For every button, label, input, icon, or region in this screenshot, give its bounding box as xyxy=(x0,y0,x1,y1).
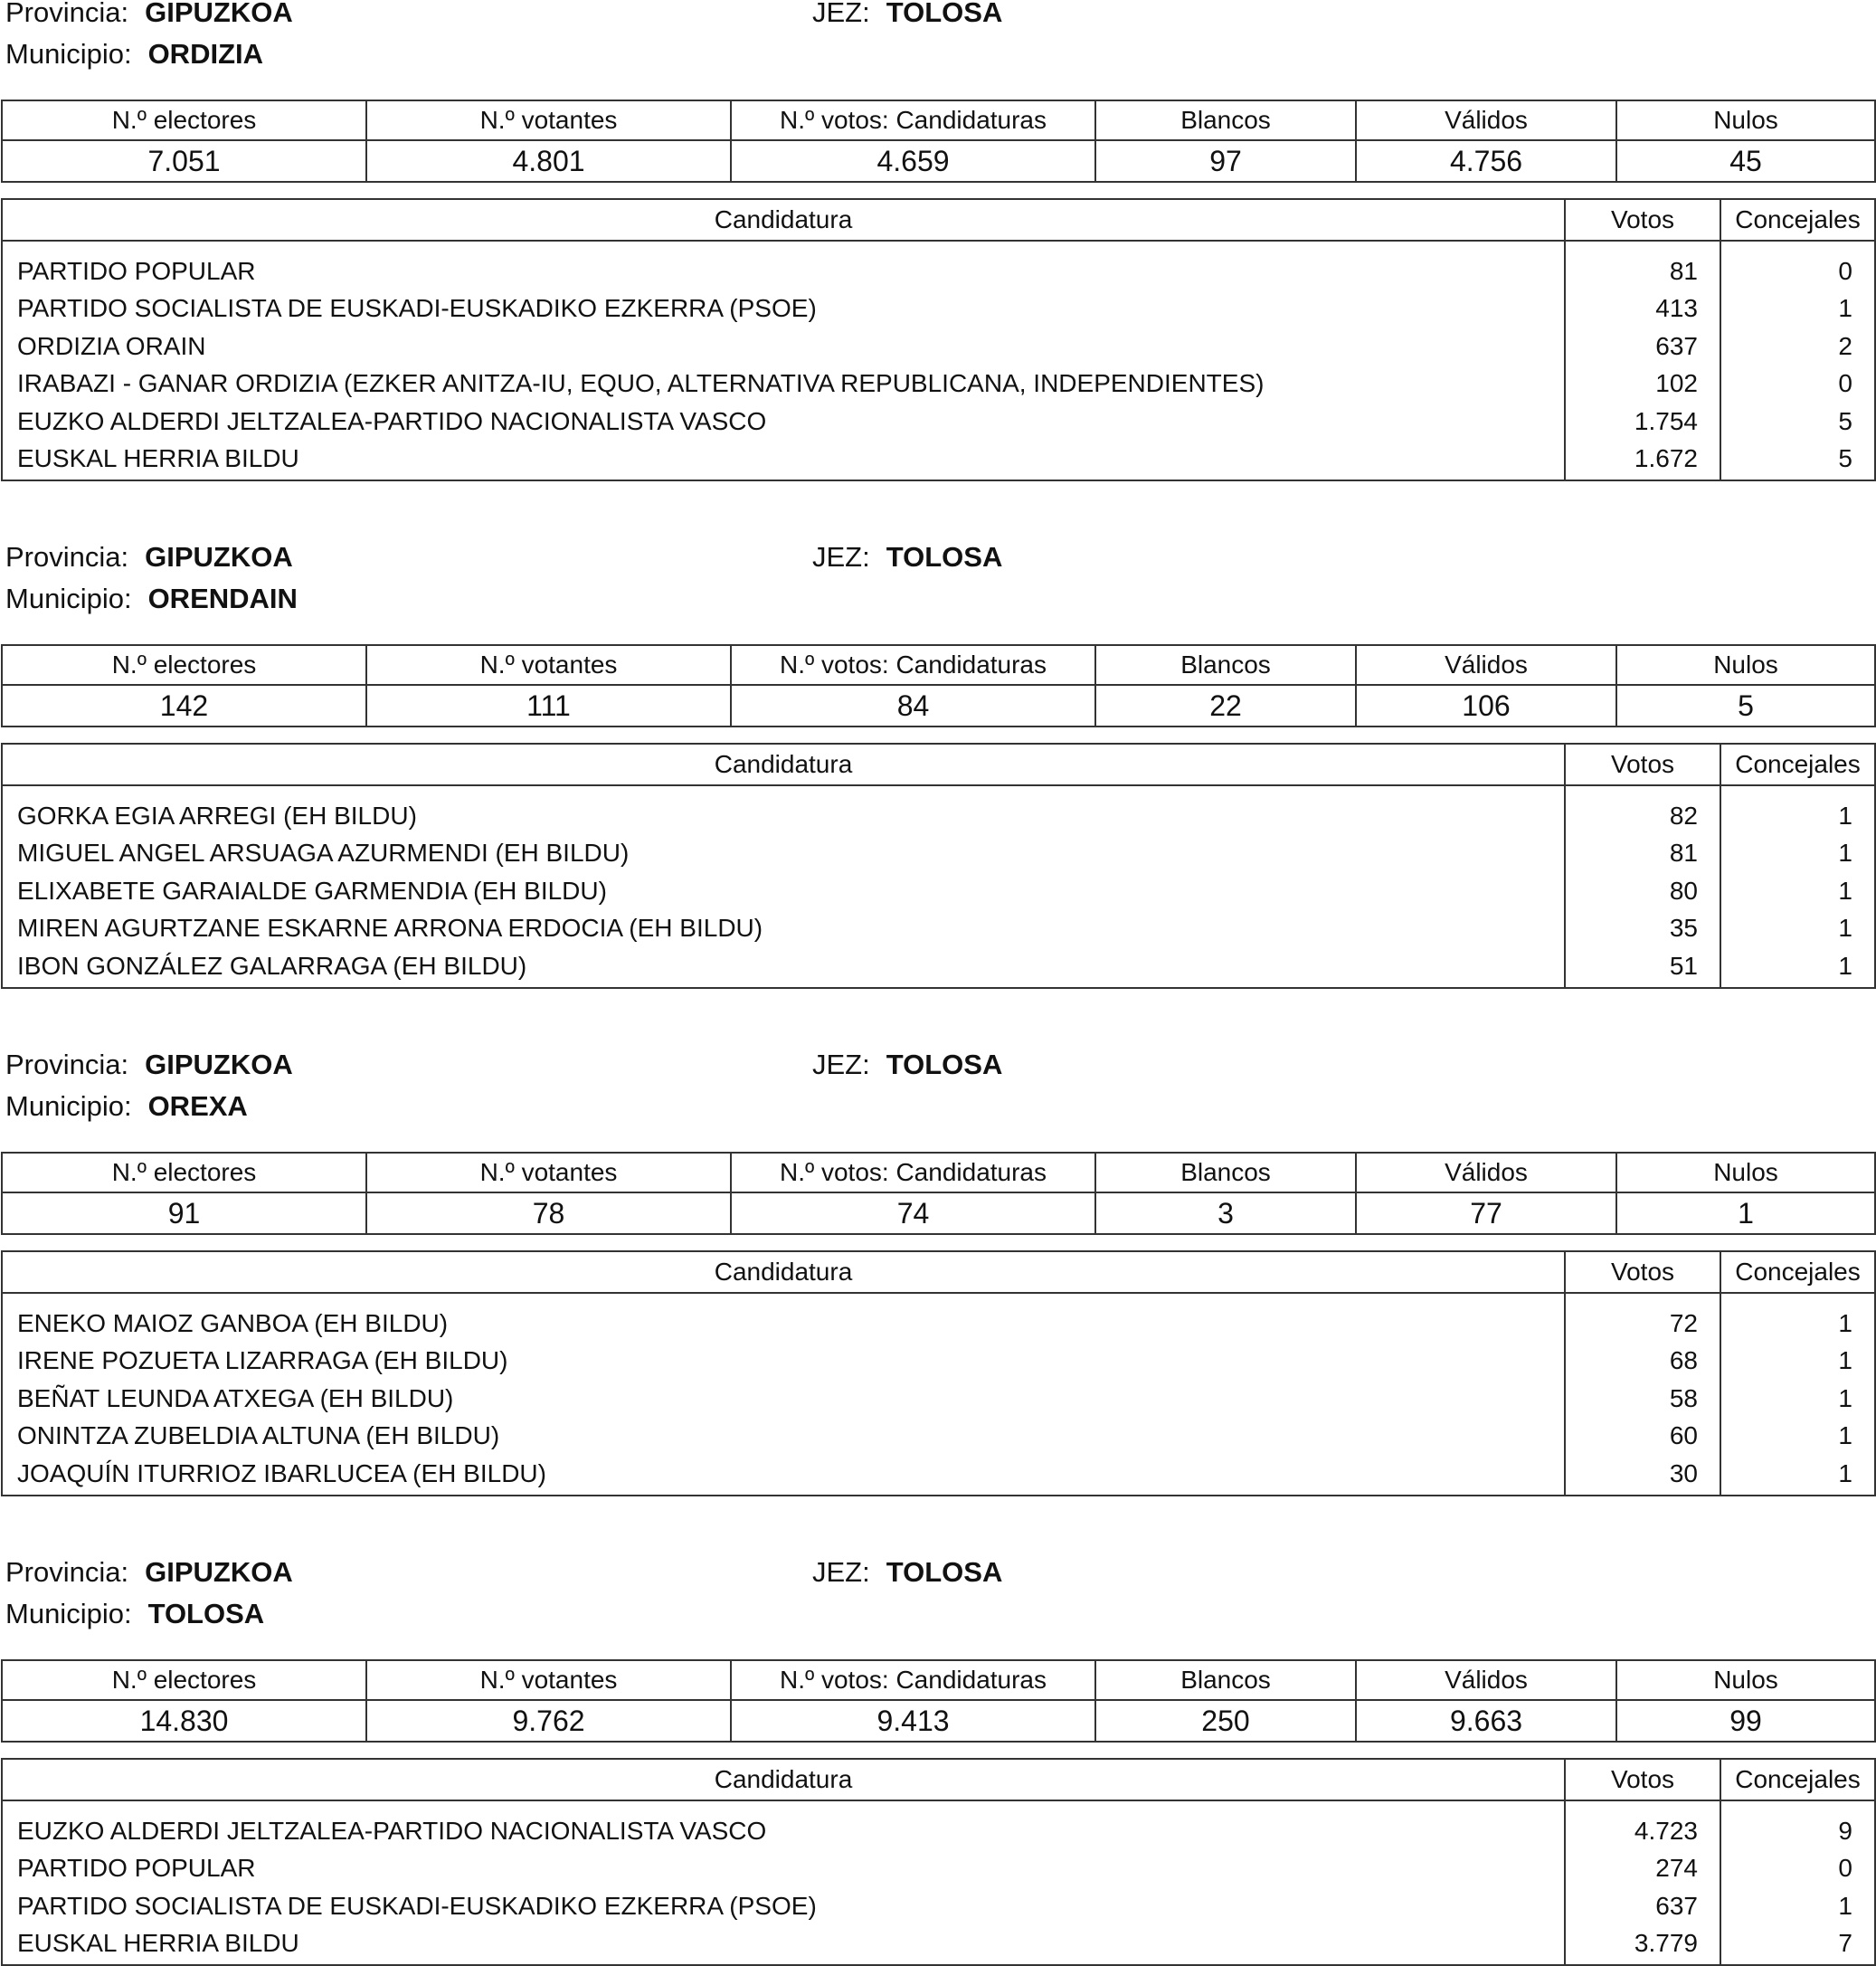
concejales-value: 1 xyxy=(1838,1383,1852,1412)
candidatura-name: IRENE POZUETA LIZARRAGA (EH BILDU) xyxy=(2,1343,1565,1381)
table-row xyxy=(2,947,1875,988)
votos-value: 274 xyxy=(1565,1850,1720,1888)
stats-header-cell: N.º electores xyxy=(2,1153,366,1192)
table-row xyxy=(2,1800,1875,1850)
stats-table xyxy=(1,1152,1876,1235)
votos-value: 58 xyxy=(1565,1380,1720,1418)
stats-header-cell: N.º electores xyxy=(2,1660,366,1700)
candidatura-table xyxy=(1,198,1876,481)
provincia-label: Provincia: xyxy=(5,1556,129,1588)
municipio-line xyxy=(5,584,298,613)
concejales-value: 5 xyxy=(1838,406,1852,435)
stats-value-row xyxy=(2,685,1875,727)
jez-line xyxy=(812,543,1002,571)
concejales-value: 0 xyxy=(1838,256,1852,285)
candidatura-header-row xyxy=(2,199,1875,241)
stats-value-cell: 4.756 xyxy=(1356,140,1616,182)
votos-value: 35 xyxy=(1565,910,1720,948)
votos-value: 30 xyxy=(1565,1455,1720,1496)
concejales-header: Concejales xyxy=(1720,1251,1875,1293)
stats-header-cell: N.º votos: Candidaturas xyxy=(731,645,1095,685)
candidatura-name: PARTIDO SOCIALISTA DE EUSKADI-EUSKADIKO EZKERRA (PSOE) xyxy=(2,1887,1565,1925)
table-row xyxy=(2,872,1875,910)
concejales-value: 1 xyxy=(1838,1421,1852,1450)
candidatura-name: JOAQUÍN ITURRIOZ IBARLUCEA (EH BILDU) xyxy=(2,1455,1565,1496)
stats-header-row xyxy=(2,100,1875,140)
votos-value: 1.672 xyxy=(1565,441,1720,481)
stats-header-cell: Nulos xyxy=(1616,1660,1875,1700)
stats-header-cell: N.º votantes xyxy=(366,100,731,140)
concejales-value: 0 xyxy=(1838,369,1852,398)
concejales-value: 1 xyxy=(1838,294,1852,323)
candidatura-name: IRABAZI - GANAR ORDIZIA (EZKER ANITZA-IU, EQUO, ALTERNATIVA REPUBLICANA, INDEPENDIENTES) xyxy=(2,366,1565,404)
table-row xyxy=(2,910,1875,948)
votos-value: 413 xyxy=(1565,290,1720,328)
concejales-value: 1 xyxy=(1838,951,1852,980)
municipio-label: Municipio: xyxy=(5,38,132,70)
votos-value: 1.754 xyxy=(1565,403,1720,441)
votos-value: 102 xyxy=(1565,366,1720,404)
candidatura-name: MIGUEL ANGEL ARSUAGA AZURMENDI (EH BILDU) xyxy=(2,835,1565,873)
candidatura-name: IBON GONZÁLEZ GALARRAGA (EH BILDU) xyxy=(2,947,1565,988)
concejales-value: 1 xyxy=(1838,1346,1852,1375)
stats-value-cell: 5 xyxy=(1616,685,1875,727)
stats-header-cell: N.º electores xyxy=(2,645,366,685)
stats-header-cell: Blancos xyxy=(1095,645,1356,685)
concejales-value: 1 xyxy=(1838,1308,1852,1337)
candidatura-name: EUSKAL HERRIA BILDU xyxy=(2,441,1565,481)
stats-header-cell: N.º votantes xyxy=(366,645,731,685)
stats-value-cell: 99 xyxy=(1616,1700,1875,1742)
candidatura-header: Candidatura xyxy=(2,1759,1565,1800)
stats-header-cell: N.º electores xyxy=(2,100,366,140)
candidatura-header-row xyxy=(2,744,1875,785)
stats-value-cell: 4.659 xyxy=(731,140,1095,182)
concejales-value: 1 xyxy=(1838,1458,1852,1487)
stats-header-cell: N.º votantes xyxy=(366,1660,731,1700)
stats-table xyxy=(1,1659,1876,1743)
table-row xyxy=(2,1380,1875,1418)
provincia-label: Provincia: xyxy=(5,1049,129,1080)
stats-value-cell: 111 xyxy=(366,685,731,727)
votos-value: 637 xyxy=(1565,328,1720,366)
candidatura-name: ONINTZA ZUBELDIA ALTUNA (EH BILDU) xyxy=(2,1418,1565,1456)
candidatura-name: ENEKO MAIOZ GANBOA (EH BILDU) xyxy=(2,1293,1565,1343)
municipio-value: OREXA xyxy=(147,1090,248,1122)
votos-header: Votos xyxy=(1565,199,1720,241)
votos-header: Votos xyxy=(1565,1251,1720,1293)
jez-value: TOLOSA xyxy=(886,1049,1003,1080)
stats-table xyxy=(1,100,1876,183)
concejales-value: 1 xyxy=(1838,876,1852,905)
table-row xyxy=(2,1850,1875,1888)
candidatura-name: ELIXABETE GARAIALDE GARMENDIA (EH BILDU) xyxy=(2,872,1565,910)
table-row xyxy=(2,328,1875,366)
candidatura-name: GORKA EGIA ARREGI (EH BILDU) xyxy=(2,785,1565,835)
jez-line xyxy=(812,1558,1002,1586)
stats-value-cell: 78 xyxy=(366,1192,731,1234)
candidatura-name: PARTIDO POPULAR xyxy=(2,1850,1565,1888)
candidatura-header: Candidatura xyxy=(2,744,1565,785)
concejales-header: Concejales xyxy=(1720,1759,1875,1800)
concejales-value: 1 xyxy=(1838,1891,1852,1920)
candidatura-table xyxy=(1,1250,1876,1496)
stats-value-cell: 45 xyxy=(1616,140,1875,182)
jez-value: TOLOSA xyxy=(886,1556,1003,1588)
provincia-value: GIPUZKOA xyxy=(145,1556,293,1588)
table-row xyxy=(2,1887,1875,1925)
stats-value-cell: 4.801 xyxy=(366,140,731,182)
provincia-line xyxy=(5,1050,293,1078)
municipio-line xyxy=(5,40,263,68)
jez-label: JEZ: xyxy=(812,1049,870,1080)
table-row xyxy=(2,1418,1875,1456)
stats-value-cell: 106 xyxy=(1356,685,1616,727)
stats-header-cell: Nulos xyxy=(1616,645,1875,685)
table-row xyxy=(2,441,1875,481)
stats-value-cell: 91 xyxy=(2,1192,366,1234)
municipio-value: ORENDAIN xyxy=(147,583,298,614)
votos-value: 3.779 xyxy=(1565,1925,1720,1966)
candidatura-name: EUZKO ALDERDI JELTZALEA-PARTIDO NACIONALISTA VASCO xyxy=(2,403,1565,441)
jez-value: TOLOSA xyxy=(886,541,1003,573)
stats-value-cell: 3 xyxy=(1095,1192,1356,1234)
concejales-value: 7 xyxy=(1838,1929,1852,1958)
concejales-value: 1 xyxy=(1838,914,1852,943)
municipio-line xyxy=(5,1600,264,1628)
stats-value-cell: 1 xyxy=(1616,1192,1875,1234)
candidatura-name: PARTIDO POPULAR xyxy=(2,241,1565,290)
provincia-line xyxy=(5,1558,293,1586)
stats-header-cell: N.º votos: Candidaturas xyxy=(731,1153,1095,1192)
stats-value-cell: 7.051 xyxy=(2,140,366,182)
stats-header-cell: Nulos xyxy=(1616,100,1875,140)
provincia-value: GIPUZKOA xyxy=(145,541,293,573)
votos-value: 637 xyxy=(1565,1887,1720,1925)
table-row xyxy=(2,1343,1875,1381)
votos-header: Votos xyxy=(1565,1759,1720,1800)
table-row xyxy=(2,1293,1875,1343)
votos-value: 60 xyxy=(1565,1418,1720,1456)
candidatura-header-row xyxy=(2,1759,1875,1800)
provincia-label: Provincia: xyxy=(5,541,129,573)
table-row xyxy=(2,403,1875,441)
jez-label: JEZ: xyxy=(812,0,870,28)
candidatura-name: BEÑAT LEUNDA ATXEGA (EH BILDU) xyxy=(2,1380,1565,1418)
municipio-label: Municipio: xyxy=(5,1598,132,1629)
provincia-label: Provincia: xyxy=(5,0,129,28)
stats-header-cell: Válidos xyxy=(1356,645,1616,685)
stats-value-cell: 97 xyxy=(1095,140,1356,182)
stats-value-cell: 74 xyxy=(731,1192,1095,1234)
candidatura-table xyxy=(1,743,1876,989)
candidatura-header-row xyxy=(2,1251,1875,1293)
stats-value-cell: 142 xyxy=(2,685,366,727)
jez-line xyxy=(812,1050,1002,1078)
votos-value: 51 xyxy=(1565,947,1720,988)
jez-label: JEZ: xyxy=(812,541,870,573)
jez-line xyxy=(812,0,1002,26)
candidatura-name: MIREN AGURTZANE ESKARNE ARRONA ERDOCIA (EH BILDU) xyxy=(2,910,1565,948)
votos-value: 4.723 xyxy=(1565,1800,1720,1850)
stats-value-row xyxy=(2,1192,1875,1234)
table-row xyxy=(2,366,1875,404)
concejales-value: 1 xyxy=(1838,839,1852,868)
municipio-label: Municipio: xyxy=(5,583,132,614)
votos-value: 80 xyxy=(1565,872,1720,910)
stats-header-cell: N.º votos: Candidaturas xyxy=(731,100,1095,140)
votos-value: 81 xyxy=(1565,241,1720,290)
stats-header-cell: Válidos xyxy=(1356,1153,1616,1192)
candidatura-name: EUSKAL HERRIA BILDU xyxy=(2,1925,1565,1966)
stats-header-cell: N.º votantes xyxy=(366,1153,731,1192)
stats-header-cell: Blancos xyxy=(1095,1153,1356,1192)
stats-value-row xyxy=(2,1700,1875,1742)
stats-header-cell: N.º votos: Candidaturas xyxy=(731,1660,1095,1700)
candidatura-header: Candidatura xyxy=(2,1251,1565,1293)
concejales-header: Concejales xyxy=(1720,744,1875,785)
candidatura-header: Candidatura xyxy=(2,199,1565,241)
candidatura-name: PARTIDO SOCIALISTA DE EUSKADI-EUSKADIKO EZKERRA (PSOE) xyxy=(2,290,1565,328)
provincia-line xyxy=(5,543,293,571)
municipio-value: TOLOSA xyxy=(147,1598,265,1629)
candidatura-name: EUZKO ALDERDI JELTZALEA-PARTIDO NACIONALISTA VASCO xyxy=(2,1800,1565,1850)
concejales-header: Concejales xyxy=(1720,199,1875,241)
stats-value-cell: 9.413 xyxy=(731,1700,1095,1742)
stats-header-cell: Blancos xyxy=(1095,100,1356,140)
provincia-value: GIPUZKOA xyxy=(145,1049,293,1080)
table-row xyxy=(2,1455,1875,1496)
concejales-value: 2 xyxy=(1838,331,1852,360)
stats-header-row xyxy=(2,645,1875,685)
candidatura-table xyxy=(1,1758,1876,1966)
table-row xyxy=(2,241,1875,290)
stats-value-cell: 9.762 xyxy=(366,1700,731,1742)
candidatura-name: ORDIZIA ORAIN xyxy=(2,328,1565,366)
table-row xyxy=(2,1925,1875,1966)
municipio-value: ORDIZIA xyxy=(147,38,263,70)
stats-value-cell: 14.830 xyxy=(2,1700,366,1742)
jez-value: TOLOSA xyxy=(886,0,1003,28)
municipio-line xyxy=(5,1092,248,1120)
stats-header-cell: Nulos xyxy=(1616,1153,1875,1192)
stats-value-cell: 77 xyxy=(1356,1192,1616,1234)
jez-label: JEZ: xyxy=(812,1556,870,1588)
provincia-line xyxy=(5,0,293,26)
stats-header-cell: Blancos xyxy=(1095,1660,1356,1700)
table-row xyxy=(2,835,1875,873)
concejales-value: 5 xyxy=(1838,444,1852,473)
votos-value: 82 xyxy=(1565,785,1720,835)
stats-value-cell: 9.663 xyxy=(1356,1700,1616,1742)
table-row xyxy=(2,290,1875,328)
stats-table xyxy=(1,644,1876,727)
stats-header-row xyxy=(2,1660,1875,1700)
table-row xyxy=(2,785,1875,835)
stats-header-cell: Válidos xyxy=(1356,1660,1616,1700)
stats-value-cell: 84 xyxy=(731,685,1095,727)
stats-header-cell: Válidos xyxy=(1356,100,1616,140)
votos-value: 81 xyxy=(1565,835,1720,873)
concejales-value: 1 xyxy=(1838,801,1852,830)
votos-header: Votos xyxy=(1565,744,1720,785)
concejales-value: 9 xyxy=(1838,1816,1852,1845)
votos-value: 72 xyxy=(1565,1293,1720,1343)
stats-value-cell: 250 xyxy=(1095,1700,1356,1742)
municipio-label: Municipio: xyxy=(5,1090,132,1122)
votos-value: 68 xyxy=(1565,1343,1720,1381)
provincia-value: GIPUZKOA xyxy=(145,0,293,28)
stats-value-cell: 22 xyxy=(1095,685,1356,727)
stats-header-row xyxy=(2,1153,1875,1192)
stats-value-row xyxy=(2,140,1875,182)
concejales-value: 0 xyxy=(1838,1854,1852,1883)
